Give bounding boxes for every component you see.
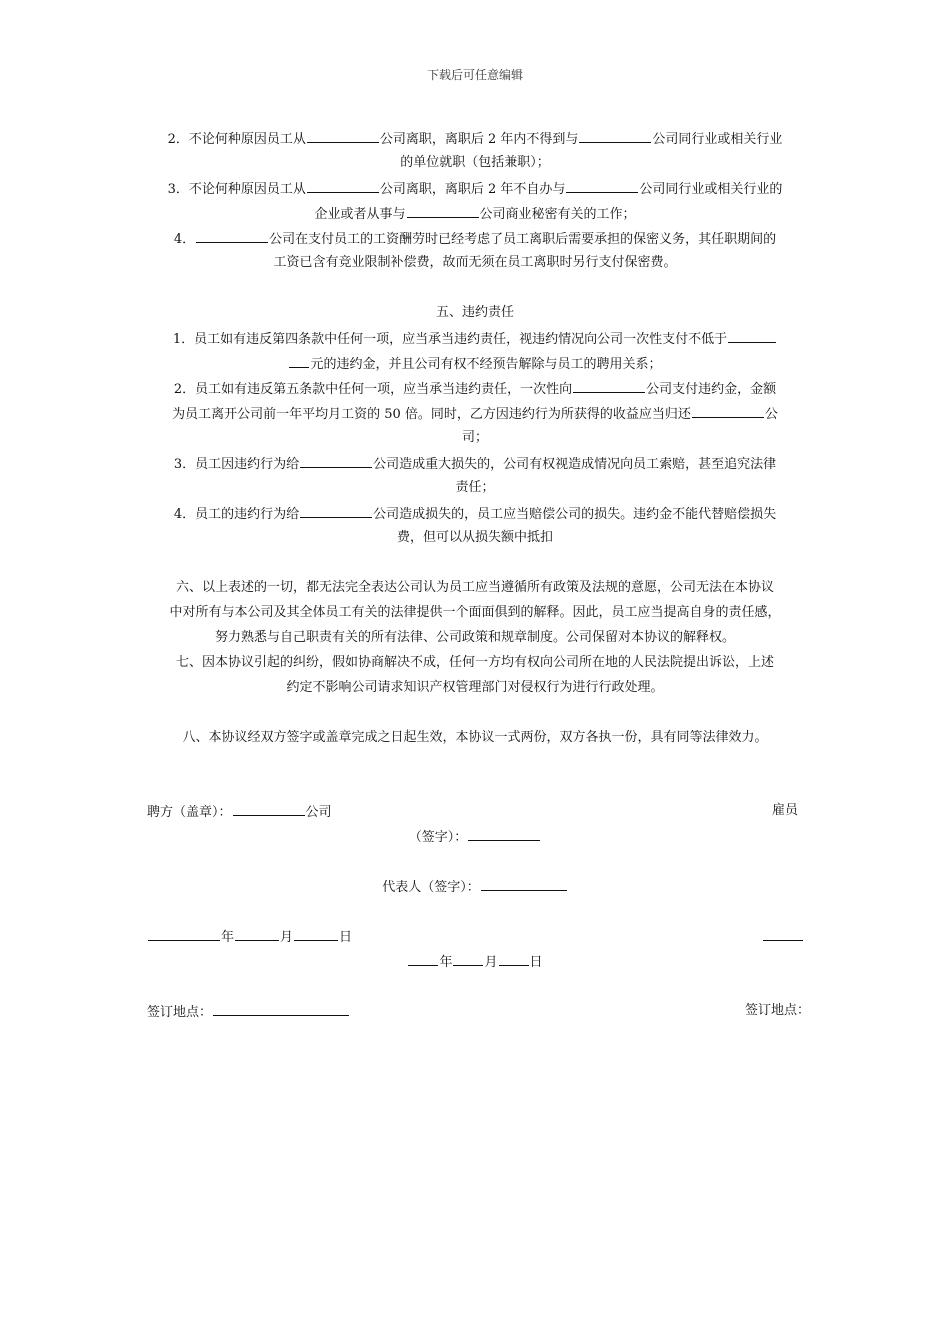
blank-field[interactable]: [692, 405, 764, 418]
signing-place-employer: 签订地点：: [147, 1003, 350, 1021]
blank-field[interactable]: [573, 380, 645, 393]
clause-5-1-line-1: 1．员工如有违反第四条款中任何一项，应当承当违约责任，视违约情况向公司一次性支付不低于: [0, 330, 950, 348]
employer-date-line: 年 月 日: [147, 928, 352, 946]
clause-4-3-line-1: 3．不论何种原因员工从 公司离职，离职后 2 年不自办与 公司同行业或相关行业的: [167, 182, 783, 197]
employee-label: 雇员: [771, 803, 798, 818]
blank-field[interactable]: [408, 953, 438, 966]
blank-field[interactable]: [579, 130, 651, 143]
blank-field[interactable]: [728, 330, 776, 343]
section-6-line-3: 努力熟悉与自己职责有关的所有法律、公司政策和规章制度。公司保留对本协议的解释权。: [214, 630, 735, 645]
blank-field[interactable]: [307, 130, 379, 143]
blank-field[interactable]: [233, 803, 305, 816]
clause-4-3-line-2: 企业或者从事与 公司商业秘密有关的工作；: [314, 207, 636, 222]
section-6-line-2: 中对所有与本公司及其全体员工有关的法律提供一个面面俱到的解释。因此，员工应当提高自身的责任感，: [169, 605, 781, 620]
blank-field[interactable]: [407, 205, 479, 218]
blank-field[interactable]: [300, 505, 372, 518]
employer-seal-line: 聘方（盖章）： 公司: [147, 805, 332, 820]
blank-field[interactable]: [566, 180, 638, 193]
blank-field[interactable]: [763, 928, 803, 941]
clause-5-4-line-2: 费，但可以从损失额中抵扣: [396, 530, 553, 545]
clause-4-2-line-1: 2．不论何种原因员工从 公司离职，离职后 2 年内不得到与 公司同行业或相关行业: [167, 132, 783, 147]
blank-field[interactable]: [213, 1003, 349, 1016]
clause-4-2-line-2: 的单位就职（包括兼职）；: [400, 155, 550, 170]
clause-4-4-line-1: 4． 公司在支付员工的工资酬劳时已经考虑了员工离职后需要承担的保密义务，其任职期间的: [173, 232, 777, 247]
clause-5-3-line-1: 3．员工因违约行为给 公司造成重大损失的，公司有权视造成情况向员工索赔，甚至追究法律: [173, 457, 777, 472]
blank-field[interactable]: [453, 953, 483, 966]
section-6-line-1: 六、以上表述的一切，都无法完全表达公司认为员工应当遵循所有政策及法规的意愿，公司无法在本协议: [175, 580, 774, 595]
page-header: 下载后可任意编辑: [426, 68, 523, 82]
blank-field[interactable]: [235, 928, 279, 941]
representative-sign-line: 代表人（签字）：: [0, 878, 950, 896]
blank-field[interactable]: [289, 355, 309, 368]
blank-field[interactable]: [499, 953, 529, 966]
signing-place-employee: 签订地点：: [744, 1003, 810, 1018]
clause-5-3-line-2: 责任；: [455, 480, 495, 495]
section-7-line-1: 七、因本协议引起的纠纷，假如协商解决不成，任何一方均有权向公司所在地的人民法院提出诉讼，上述: [175, 655, 774, 670]
clause-4-4-line-2: 工资已含有竞业限制补偿费，故而无须在员工离职时另行支付保密费。: [273, 255, 677, 270]
section-8-line-1: 八、本协议经双方签字或盖章完成之日起生效，本协议一式两份，双方各执一份，具有同等法律效力。: [182, 730, 768, 745]
clause-5-2-line-3: 司；: [461, 430, 488, 445]
employee-date-line: 年 月 日: [0, 953, 950, 971]
section-5-title: 五、违约责任: [435, 305, 514, 320]
clause-5-2-line-2: 为员工离开公司前一年平均月工资的 50 倍。同时，乙方因违约行为所获得的收益应当归还 公: [172, 407, 778, 422]
clause-5-1-line-2: 元的违约金，并且公司有权不经预告解除与员工的聘用关系；: [0, 355, 950, 373]
blank-field[interactable]: [307, 180, 379, 193]
blank-field[interactable]: [468, 828, 540, 841]
employee-sign-line: （签字）：: [0, 828, 950, 846]
section-7-line-2: 约定不影响公司请求知识产权管理部门对侵权行为进行行政处理。: [286, 680, 664, 695]
clause-5-2-line-1: 2．员工如有违反第五条款中任何一项，应当承当违约责任，一次性向 公司支付违约金，金额: [173, 382, 777, 397]
blank-field[interactable]: [300, 455, 372, 468]
blank-field[interactable]: [481, 878, 567, 891]
blank-field[interactable]: [196, 230, 268, 243]
blank-field[interactable]: [148, 928, 220, 941]
employee-date-blank: [762, 928, 804, 946]
blank-field[interactable]: [294, 928, 338, 941]
clause-5-4-line-1: 4．员工的违约行为给 公司造成损失的，员工应当赔偿公司的损失。违约金不能代替赔偿损失: [173, 507, 777, 522]
